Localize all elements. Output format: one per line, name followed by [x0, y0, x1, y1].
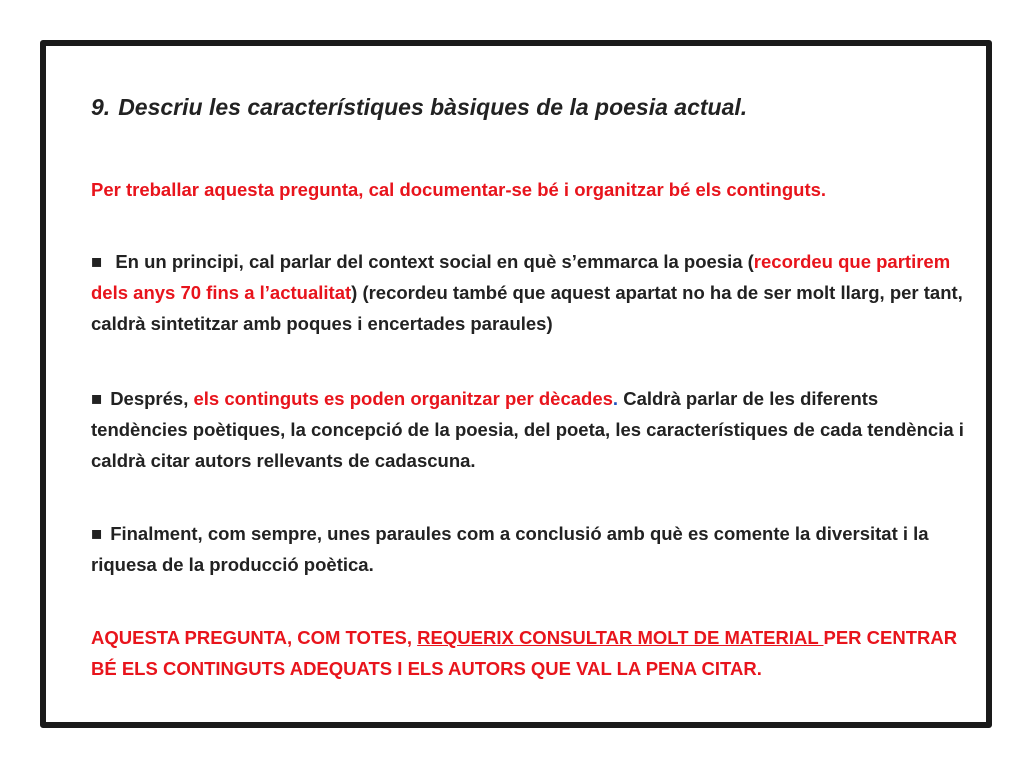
bullet1-red-note: recordeu que partirem dels anys 70 fins a l’actualitat — [91, 251, 951, 303]
question-title — [91, 94, 747, 121]
bullet2-text-b: Caldrà parlar de les diferents tendències poètiques, la concepció de la poesia, del poeta, les característiques de cada tendència i caldrà citar autors rellevants de cadascuna. — [91, 388, 964, 471]
bullet3-text: Finalment, com sempre, unes paraules com a conclusió amb què es comente la diversitat i la riquesa de la producció poètica. — [91, 523, 929, 575]
square-bullet-icon: ■ — [91, 388, 103, 409]
square-bullet-icon: ■ — [91, 523, 103, 544]
bullet1-text-b: ) (recordeu també que aquest apartat no ha de ser molt llarg, per tant, caldrà sintetitzar amb poques i encertades paraules) — [91, 282, 963, 334]
intro-paragraph: Per treballar aquesta pregunta, cal documentar-se bé i organitzar bé els continguts. — [91, 179, 827, 200]
square-bullet-icon: ■ — [91, 251, 103, 272]
bullet1-text-a: En un principi, cal parlar del context social en què s’emmarca la poesia ( — [115, 251, 754, 272]
final-underlined-text: REQUERIX CONSULTAR MOLT DE MATERIAL — [417, 627, 824, 648]
bullet-paragraph-context — [91, 246, 971, 339]
bullet2-red-note: els continguts es poden organitzar per dècades — [193, 388, 613, 409]
bullet2-text-a: Després, — [110, 388, 194, 409]
final-text-b: PER CENTRAR BÉ ELS CONTINGUTS ADEQUATS I ELS AUTORS QUE VAL LA PENA CITAR. — [91, 627, 958, 679]
question-text: Descriu les característiques bàsiques de la poesia actual. — [118, 94, 748, 120]
bullet2-blue-period: . — [612, 388, 619, 409]
bullet-paragraph-conclusion — [91, 518, 971, 580]
question-number: 9. — [91, 94, 111, 120]
final-text-a: AQUESTA PREGUNTA, COM TOTES, — [91, 627, 418, 648]
bullet-paragraph-decades — [91, 383, 971, 476]
slide-frame — [40, 40, 992, 728]
final-warning-paragraph — [91, 622, 971, 684]
